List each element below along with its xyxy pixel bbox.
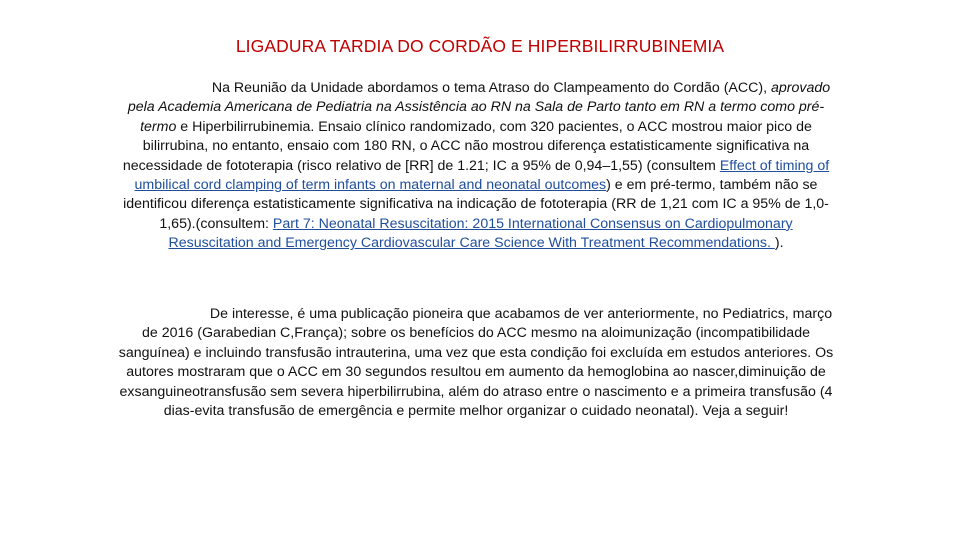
paragraph-1-text-d: ).	[774, 235, 784, 252]
paragraph-1-text-c: ) e em pré-termo, também não se identificou diferença estatisticamente significativa na indicação de fototerapia (RR de 1,21 com IC a 95% de 1,0-1,65).(consultem:	[123, 177, 829, 232]
paragraph-1-text-b: e Hiperbilirrubinemia. Ensaio clínico randomizado, com 320 pacientes, o ACC mostrou maior pico de bilirrubina, no entanto, ensaio com 180 RN, o ACC não mostrou diferença estatisticamente significativa na necessidade de fototerapia (risco relativo de [RR] de 1.21; IC a 95% de 0,94–1,55) (consultem	[122, 118, 812, 174]
document-title: LIGADURA TARDIA DO CORDÃO E HIPERBILIRRUBINEMIA	[235, 36, 725, 56]
paragraph-1-italic-text: aprovado pela Academia Americana de Pediatria na Assistência ao RN na Sala de Parto tanto em RN a termo como pré-termo	[127, 80, 831, 135]
paragraph-1	[118, 79, 834, 254]
link-neonatal-resuscitation[interactable]: Part 7: Neonatal Resuscitation: 2015 International Consensus on Cardiopulmonary Resuscitation and Emergency Cardiovascular Care Science With Treatment Recommendations.	[168, 215, 793, 252]
link-umbilical-cord-clamping[interactable]: Effect of timing of umbilical cord clamping of term infants on maternal and neonatal outcomes	[134, 157, 830, 194]
paragraph-2	[118, 305, 834, 421]
paragraph-1-text-a: Na Reunião da Unidade abordamos o tema Atraso do Clampeamento do Cordão (ACC),	[211, 80, 771, 96]
paragraph-2-text: De interesse, é uma publicação pioneira que acabamos de ver anteriormente, no Pediatrics, março de 2016 (Garabedian C,França); sobre os benefícios do ACC mesmo na aloimunização (incompatibilidade sanguínea) e incluindo transfusão intrauterina, uma vez que esta condição foi excluída em estudos anteriores. Os autores mostraram que o ACC em 30 segundos resultou em aumento da hemoglobina ao nascer,diminuição de exsanguineotransfusão sem severa hiperbilirrubina, além do atraso entre o nascimento e a primeira transfusão (4 dias-evita transfusão de emergência e permite melhor organizar o cuidado neonatal). Veja a seguir!	[118, 306, 834, 420]
